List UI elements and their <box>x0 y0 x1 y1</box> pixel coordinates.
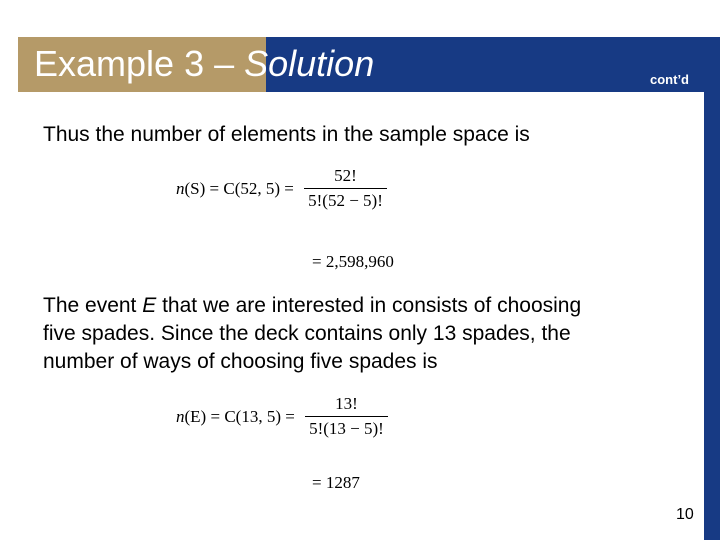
paragraph-1: Thus the number of elements in the sample space is <box>43 123 530 146</box>
title-main: Example 3 – <box>34 43 245 84</box>
slide-title <box>34 43 374 85</box>
eq2-fraction <box>305 394 388 439</box>
eq1-lhs-n: n <box>176 178 185 198</box>
eq2-result-value: 1287 <box>325 473 360 492</box>
eq1-result-equals: = <box>312 252 326 271</box>
equation-2-result <box>312 473 360 493</box>
paragraph-2-line-1 <box>43 292 581 320</box>
continued-label: cont’d <box>650 72 689 87</box>
side-rule <box>704 92 720 540</box>
p2-line1-pre: The event <box>43 294 143 317</box>
eq1-lhs-arg: (S) <box>184 178 206 198</box>
eq2-equals-1: = <box>206 406 225 426</box>
eq1-fraction <box>304 166 387 211</box>
eq2-lhs-arg: (E) <box>184 406 207 426</box>
eq1-result-value: 2,598,960 <box>325 252 394 271</box>
paragraph-2-line-2: five spades. Since the deck contains only 13 spades, the <box>43 322 571 345</box>
equation-2-row <box>176 394 388 439</box>
eq1-combination: C(52, 5) <box>223 178 281 198</box>
eq2-combination: C(13, 5) <box>224 406 281 426</box>
eq2-result-equals: = <box>312 473 326 492</box>
eq1-equals-2: = <box>280 178 299 198</box>
eq1-equals-1: = <box>205 178 224 198</box>
equation-1-result <box>312 252 394 272</box>
page-number: 10 <box>676 506 694 523</box>
eq2-numerator: 13! <box>335 394 358 413</box>
eq2-equals-2: = <box>280 406 300 426</box>
eq2-lhs-n: n <box>176 406 185 426</box>
eq1-numerator: 52! <box>334 166 357 185</box>
equation-1-row <box>176 166 387 211</box>
p2-event-var: E <box>142 294 157 317</box>
paragraph-2-line-3: number of ways of choosing five spades is <box>43 350 438 373</box>
paragraph-2 <box>43 292 581 376</box>
title-italic: Solution <box>244 43 375 84</box>
p2-line1-post: that we are interested in consists of choosing <box>156 294 582 317</box>
eq1-denominator: 5!(52 − 5)! <box>304 188 387 211</box>
eq2-denominator: 5!(13 − 5)! <box>305 416 388 439</box>
